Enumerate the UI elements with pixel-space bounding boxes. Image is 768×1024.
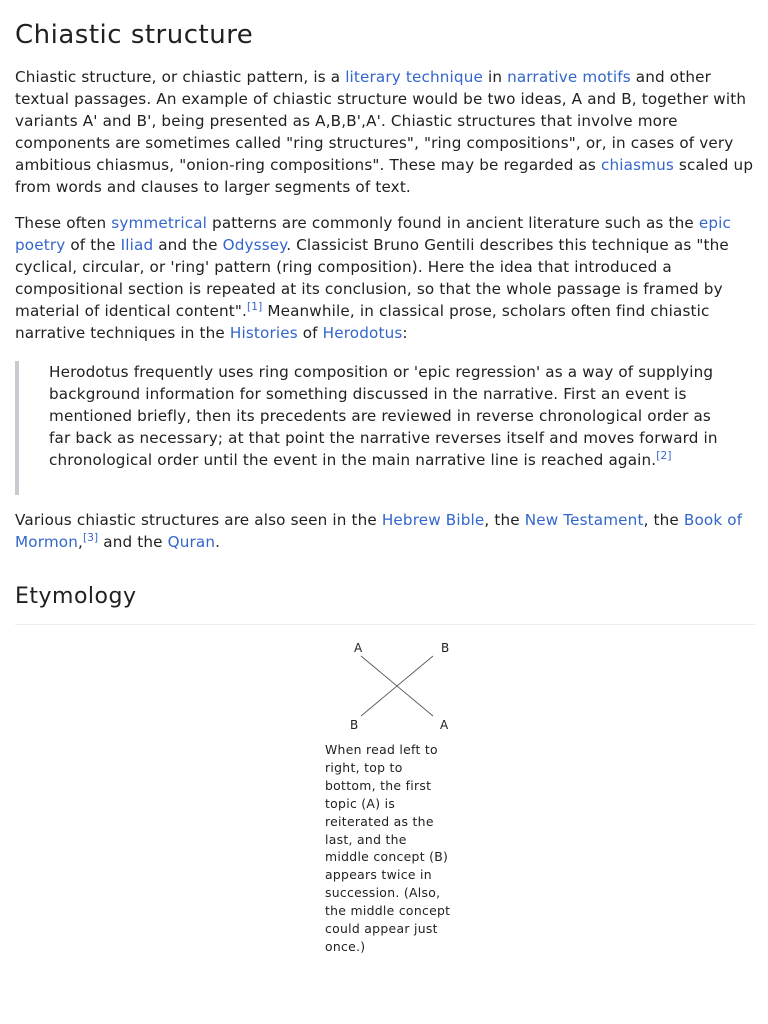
diagram-label-bottom-right: A bbox=[440, 718, 449, 732]
diagram-label-bottom-left: B bbox=[350, 718, 359, 732]
link-herodotus[interactable]: Herodotus bbox=[322, 324, 403, 342]
link-quran[interactable]: Quran bbox=[167, 533, 216, 551]
blockquote-paragraph bbox=[49, 361, 729, 471]
p2-text-7: of bbox=[297, 324, 323, 342]
page-title: Chiastic structure bbox=[15, 20, 254, 50]
link-epic-poetry[interactable]: epic poetry bbox=[15, 214, 731, 254]
intro-text-2: in bbox=[482, 68, 508, 86]
paragraph-3 bbox=[15, 509, 755, 553]
diagram-label-top-left: A bbox=[354, 641, 363, 655]
intro-text-4: scaled up from words and clauses to larger segments of text. bbox=[15, 156, 754, 196]
intro-text-3: and other textual passages. An example of chiastic structure would be two ideas, A and B, together with variants A' and B', being presented as A,B,B',A'. Chiastic structures that involve more components are sometimes called "ring structures", "ring compositions", or, in cases of very ambitious chiasmus, "onion-ring compositions". These may be regarded as bbox=[15, 68, 747, 174]
link-narrative-motifs[interactable]: narrative motifs bbox=[507, 68, 631, 86]
reference-3[interactable]: [3] bbox=[82, 531, 99, 544]
link-iliad[interactable]: Iliad bbox=[120, 236, 154, 254]
p3-text-1: Various chiastic structures are also seen in the bbox=[15, 511, 382, 529]
link-chiasmus[interactable]: chiasmus bbox=[600, 156, 674, 174]
p2-text-3: of the bbox=[65, 236, 121, 254]
link-book-of-mormon[interactable]: Book of Mormon bbox=[15, 511, 743, 551]
figure-caption: When read left to right, top to bottom, the first topic (A) is reiterated as the last, and the middle concept (B) appears twice in succession. (Also, the middle concept could appear just once.) bbox=[325, 742, 451, 954]
section-heading-etymology: Etymology bbox=[15, 584, 137, 609]
intro-paragraph bbox=[15, 66, 755, 198]
p2-text-8: : bbox=[402, 324, 408, 342]
link-literary-technique[interactable]: literary technique bbox=[345, 68, 483, 86]
chiasmus-figure bbox=[325, 636, 465, 954]
p2-text-4: and the bbox=[153, 236, 223, 254]
blockquote bbox=[15, 361, 719, 495]
p2-text-6: Meanwhile, in classical prose, scholars often find chiastic narrative techniques in the bbox=[15, 302, 710, 342]
p3-text-2: , the bbox=[484, 511, 525, 529]
p3-text-3: , the bbox=[643, 511, 684, 529]
paragraph-2 bbox=[15, 212, 755, 344]
p3-text-4: , bbox=[78, 533, 83, 551]
reference-2[interactable]: [2] bbox=[656, 449, 672, 462]
intro-text-1: Chiastic structure, or chiastic pattern, is a bbox=[15, 68, 346, 86]
p3-text-6: . bbox=[215, 533, 221, 551]
p3-text-5: and the bbox=[98, 533, 168, 551]
link-histories[interactable]: Histories bbox=[229, 324, 298, 342]
p2-text-5: . Classicist Bruno Gentili describes this technique as "the cyclical, circular, or 'ring' pattern (ring composition). Here the idea that introduced a compositional section is repeated at its conclusion, so that the whole passage is framed by material of identical content". bbox=[15, 236, 729, 320]
blockquote-text: Herodotus frequently uses ring composition or 'epic regression' as a way of supplying background information for something discussed in the narrative. First an event is mentioned briefly, then its precedents are reviewed in reverse chronological order as far back as necessary; at that point the narrative reverses itself and moves forward in chronological order until the event in the main narrative line is reached again. bbox=[49, 363, 718, 469]
diagram-label-top-right: B bbox=[441, 641, 450, 655]
link-odyssey[interactable]: Odyssey bbox=[222, 236, 287, 254]
section-divider bbox=[15, 624, 755, 625]
link-new-testament[interactable]: New Testament bbox=[524, 511, 644, 529]
p2-text-2: patterns are commonly found in ancient literature such as the bbox=[207, 214, 699, 232]
link-symmetrical[interactable]: symmetrical bbox=[111, 214, 208, 232]
p2-text-1: These often bbox=[15, 214, 112, 232]
chiasmus-diagram bbox=[325, 636, 465, 736]
reference-1[interactable]: [1] bbox=[247, 300, 263, 313]
link-hebrew-bible[interactable]: Hebrew Bible bbox=[381, 511, 485, 529]
